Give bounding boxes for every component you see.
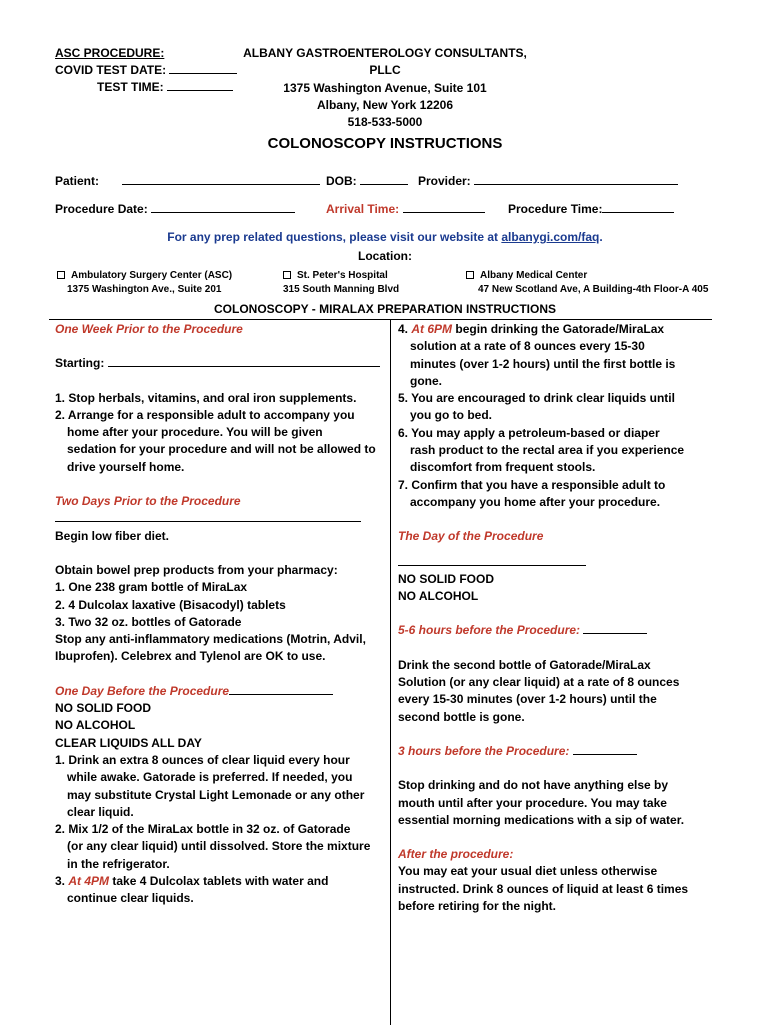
obtain-products: Obtain bowel prep products from your pharmacy: xyxy=(55,562,338,577)
patient-field[interactable]: Patient: xyxy=(55,173,320,190)
week-item-1: 1. Stop herbals, vitamins, and oral iron supplements. xyxy=(55,390,357,405)
stop-antiinflammatory-cont: Ibuprofen). Celebrex and Tylenol are OK to use. xyxy=(55,649,326,664)
stop-drinking-text: essential morning medications with a sip of water. xyxy=(398,812,685,827)
item-4: 4. At 6PM begin drinking the Gatorade/MiraLax xyxy=(398,322,665,336)
day-item-1-cont: clear liquid. xyxy=(67,804,134,819)
location-option-asc[interactable]: Ambulatory Surgery Center (ASC) 1375 Washington Ave., Suite 201 xyxy=(57,269,232,297)
location-label: Location: xyxy=(358,249,412,263)
procedure-date-field[interactable]: Procedure Date: xyxy=(55,201,295,218)
item-7-cont: accompany you home after your procedure. xyxy=(410,494,661,509)
test-time-field[interactable]: TEST TIME: xyxy=(97,79,233,96)
arrival-time-field[interactable]: Arrival Time: xyxy=(326,201,485,218)
dob-field[interactable]: DOB: xyxy=(326,173,408,190)
item-4-cont: minutes (over 1-2 hours) until the first bottle is xyxy=(410,356,676,371)
covid-test-date-field[interactable]: COVID TEST DATE: xyxy=(55,62,237,79)
item-6: 6. You may apply a petroleum-based or diaper xyxy=(398,425,660,440)
procedure-time-field[interactable]: Procedure Time: xyxy=(508,201,674,218)
checkbox-icon[interactable] xyxy=(283,271,291,279)
checkbox-icon[interactable] xyxy=(57,271,65,279)
two-days-blank[interactable] xyxy=(55,510,387,527)
checkbox-icon[interactable] xyxy=(466,271,474,279)
item-4-cont: gone. xyxy=(410,373,442,388)
day-item-1-cont: may substitute Crystal Light Lemonade or any other xyxy=(67,787,365,802)
after-procedure-text: before retiring for the night. xyxy=(398,899,556,914)
item-5: 5. You are encouraged to drink clear liquids until xyxy=(398,391,675,406)
after-procedure-text: You may eat your usual diet unless otherwise xyxy=(398,864,658,879)
day-item-2-cont: (or any clear liquid) until dissolved. Store the mixture xyxy=(67,839,371,854)
item-6-cont: discomfort from frequent stools. xyxy=(410,460,596,475)
clinic-name: ALBANY GASTROENTEROLOGY CONSULTANTS, PLLC xyxy=(243,46,527,78)
product-item: 3. Two 32 oz. bottles of Gatorade xyxy=(55,614,242,629)
right-column xyxy=(398,321,710,915)
low-fiber-diet: Begin low fiber diet. xyxy=(55,528,170,543)
week-item-2-cont: sedation for your procedure and will not be allowed to xyxy=(67,442,376,457)
two-days-heading: Two Days Prior to the Procedure xyxy=(55,494,241,509)
stop-drinking-text: mouth until after your procedure. You may take xyxy=(398,795,667,810)
after-procedure-text: instructed. Drink 8 ounces of liquid at least 6 times xyxy=(398,881,689,896)
day-item-3-cont: continue clear liquids. xyxy=(67,891,194,906)
week-item-2: 2. Arrange for a responsible adult to accompany you xyxy=(55,407,355,422)
section-title: COLONOSCOPY - MIRALAX PREPARATION INSTRUCTIONS xyxy=(213,302,556,316)
page-title: COLONOSCOPY INSTRUCTIONS xyxy=(267,135,503,152)
starting-field[interactable]: Starting: xyxy=(55,355,387,372)
item-6-cont: rash product to the rectal area if you experience xyxy=(410,443,685,458)
clinic-address-2: Albany, New York 12206 xyxy=(316,97,454,112)
one-day-heading[interactable]: One Day Before the Procedure xyxy=(55,683,387,700)
left-column xyxy=(55,321,387,908)
day-item-3: 3. At 4PM take 4 Dulcolax tablets with water and xyxy=(55,874,329,889)
clinic-info xyxy=(230,45,540,131)
after-procedure-heading: After the procedure: xyxy=(398,847,514,862)
location-option-amc[interactable]: Albany Medical Center 47 New Scotland Ave, A Building-4th Floor-A 405 xyxy=(466,269,708,297)
day-item-2: 2. Mix 1/2 of the MiraLax bottle in 32 oz. of Gatorade xyxy=(55,822,351,837)
clinic-address-1: 1375 Washington Avenue, Suite 101 xyxy=(283,80,487,95)
no-alcohol-day: NO ALCOHOL xyxy=(398,589,479,604)
product-item: 2. 4 Dulcolax laxative (Bisacodyl) tablets xyxy=(55,597,286,612)
day-of-heading: The Day of the Procedure xyxy=(398,529,544,544)
faq-link[interactable]: albanygi.com/faq xyxy=(501,230,600,244)
five-six-hours-heading[interactable]: 5-6 hours before the Procedure: xyxy=(398,622,710,639)
day-item-2-cont: in the refrigerator. xyxy=(67,856,170,871)
day-of-blank[interactable] xyxy=(398,554,710,571)
second-bottle-text: second bottle is gone. xyxy=(398,709,525,724)
stop-antiinflammatory: Stop any anti-inflammatory medications (Motrin, Advil, xyxy=(55,632,366,647)
questions-line: For any prep related questions, please visit our website at albanygi.com/faq. xyxy=(167,230,603,244)
day-item-1-cont: while awake. Gatorade is preferred. If needed, you xyxy=(67,770,353,785)
asc-procedure-label: ASC PROCEDURE: xyxy=(55,46,165,60)
location-option-st-peters[interactable]: St. Peter's Hospital 315 South Manning Blvd xyxy=(283,270,400,295)
week-item-2-cont: home after your procedure. You will be given xyxy=(67,425,323,440)
product-item: 1. One 238 gram bottle of MiraLax xyxy=(55,580,248,595)
second-bottle-text: Drink the second bottle of Gatorade/MiraLax xyxy=(398,657,651,672)
second-bottle-text: every 15-30 minutes (over 1-2 hours) until the xyxy=(398,692,657,707)
three-hours-heading[interactable]: 3 hours before the Procedure: xyxy=(398,743,710,760)
no-solid-food-day: NO SOLID FOOD xyxy=(398,571,494,586)
no-solid-food: NO SOLID FOOD xyxy=(55,701,151,716)
item-4-cont: solution at a rate of 8 ounces every 15-30 xyxy=(410,339,645,354)
provider-field[interactable]: Provider: xyxy=(418,173,678,190)
stop-drinking-text: Stop drinking and do not have anything else by xyxy=(398,778,669,793)
week-item-2-cont: drive yourself home. xyxy=(67,459,185,474)
no-alcohol: NO ALCOHOL xyxy=(55,718,136,733)
second-bottle-text: Solution (or any clear liquid) at a rate of 8 ounces xyxy=(398,675,680,690)
clear-liquids: CLEAR LIQUIDS ALL DAY xyxy=(55,735,202,750)
clinic-phone: 518-533-5000 xyxy=(347,115,423,130)
day-item-1: 1. Drink an extra 8 ounces of clear liquid every hour xyxy=(55,752,350,767)
item-5-cont: you go to bed. xyxy=(410,408,492,423)
item-7: 7. Confirm that you have a responsible adult to xyxy=(398,477,666,492)
week-heading: One Week Prior to the Procedure xyxy=(55,322,243,336)
